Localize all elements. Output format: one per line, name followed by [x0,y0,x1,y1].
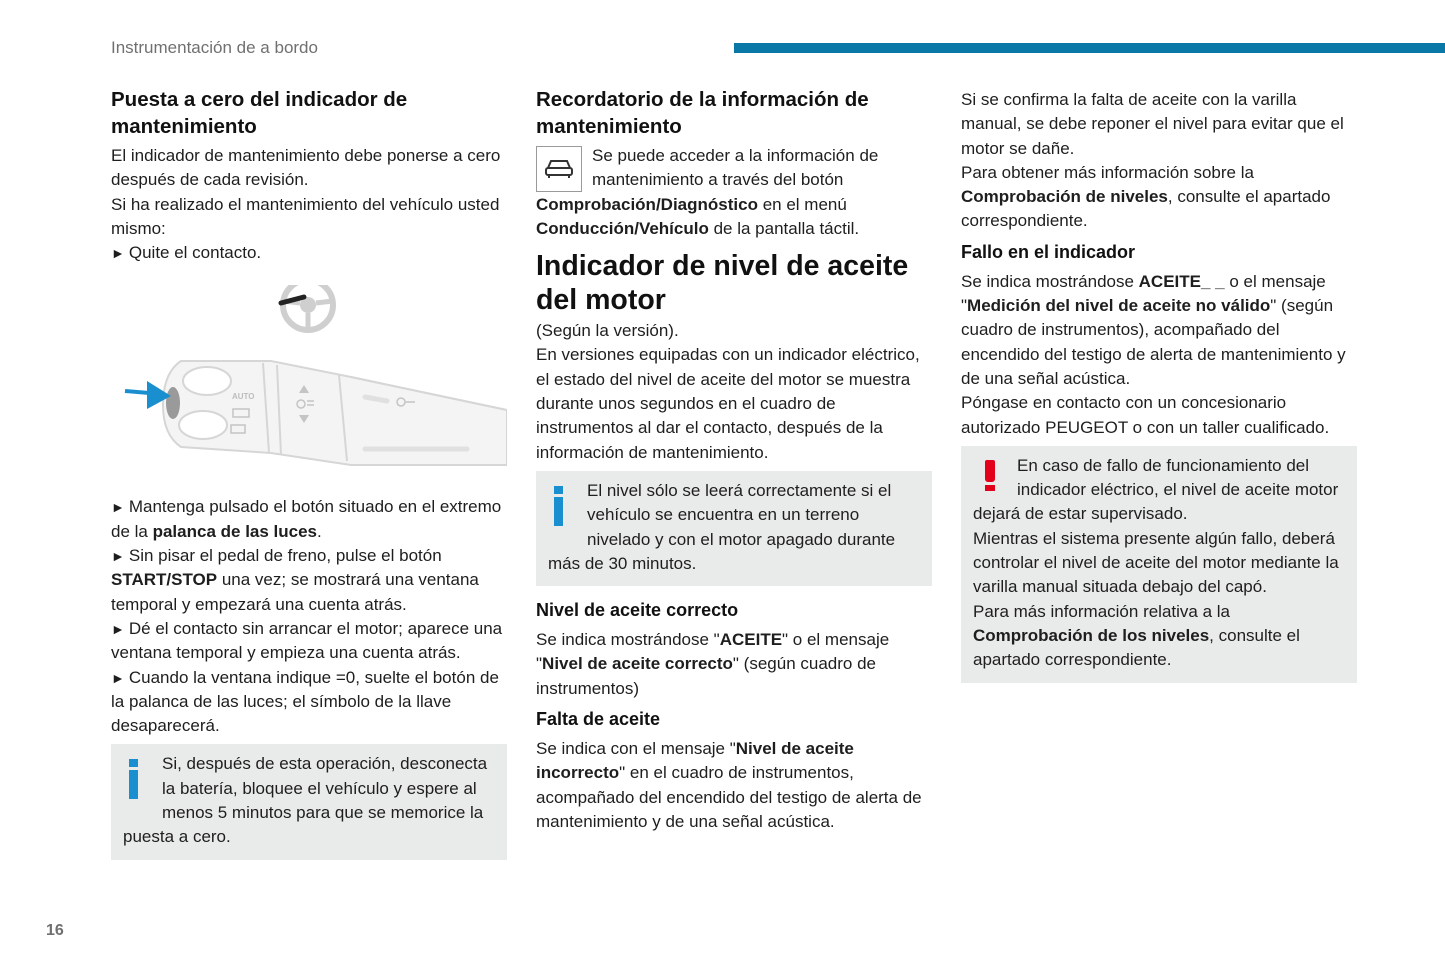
subheading-oil-low: Falta de aceite [536,709,661,730]
light-stalk-illustration [111,285,507,485]
column-left [111,86,507,860]
bullet-triangle-icon: ► [111,548,125,565]
page-number: 16 [46,922,64,939]
subheading-indicator-fault: Fallo en el indicador [961,241,1136,262]
column-right [961,88,1357,683]
warning-note: En caso de fallo de funcionamiento del indicador eléctrico, el nivel de aceite motor dejará de estar supervisado. Mientras el sistema presente algún fallo, deberá controlar el nivel de aceite del motor mediante la varilla manual situada debajo del capó. Para más información relativa a la Comprobación de los niveles, consulte el apartado correspondiente. [961,446,1357,683]
bullet-triangle-icon: ► [111,669,125,686]
paragraph: Póngase en contacto con un concesionario autorizado PEUGEOT o con un taller cualificado. [961,393,1330,437]
bullet-triangle-icon: ► [111,245,125,262]
paragraph: El indicador de mantenimiento debe ponerse a cero después de cada revisión. [111,146,501,190]
paragraph: Se puede acceder a la información de mantenimiento a través del botón Comprobación/Diagnóstico en el menú Conducción/Vehículo de la pantalla táctil. [536,146,879,238]
bullet-step: ► Dé el contacto sin arrancar el motor; aparece una ventana temporal y empieza una cuenta atrás. [111,618,503,663]
paragraph: Se indica mostrándose "ACEITE" o el mensaje "Nivel de aceite correcto" (según cuadro de instrumentos) [536,630,890,698]
paragraph: Se indica mostrándose ACEITE_ _ o el mensaje "Medición del nivel de aceite no válido" (según cuadro de instrumentos), acompañado del encendido del testigo de alerta de mantenimiento y de una señal acústica. [961,271,1346,388]
main-heading-oil-level: Indicador de nivel de aceite del motor [536,250,909,317]
bullet-step: ► Sin pisar el pedal de freno, pulse el botón START/STOP una vez; se mostrará una ventana temporal y empezará una cuenta atrás. [111,546,479,614]
bullet-step: ► Quite el contacto. [111,243,262,263]
bullet-step: ► Cuando la ventana indique =0, suelte el botón de la palanca de las luces; el símbolo de la llave desaparecerá. [111,667,499,736]
paragraph: Para obtener más información sobre la Comprobación de niveles, consulte el apartado correspondiente. [961,162,1331,231]
info-icon [549,484,573,528]
paragraph: (Según la versión). [536,321,679,341]
info-note: Si, después de esta operación, desconecta la batería, bloquee el vehículo y espere al menos 5 minutos para que se memorice la puesta a cero. [111,744,507,859]
paragraph: Se indica con el mensaje "Nivel de aceite incorrecto" en el cuadro de instrumentos, acompañado del encendido del testigo de alerta de mantenimiento y de una señal acústica. [536,739,922,831]
bullet-triangle-icon: ► [111,499,125,516]
paragraph: En versiones equipadas con un indicador eléctrico, el estado del nivel de aceite del motor se muestra durante unos segundos en el cuadro de instrumentos al dar el contacto, después de la información de mantenimiento. [536,345,920,462]
section-heading-reset: Puesta a cero del indicador de mantenimiento [111,88,408,138]
paragraph: Si ha realizado el mantenimiento del vehículo usted mismo: [111,194,500,238]
bullet-step: ► Mantenga pulsado el botón situado en el extremo de la palanca de las luces. [111,497,502,541]
svg-text:AUTO: AUTO [232,392,255,402]
info-note: El nivel sólo se leerá correctamente si el vehículo se encuentra en un terreno nivelado y con el motor apagado durante más de 30 minutos. [536,471,932,586]
stalk-lever-icon [163,361,507,465]
section-heading-reminder: Recordatorio de la información de mantenimiento [536,88,869,138]
warning-exclamation-icon [979,456,1001,496]
car-diagnostic-icon [536,146,582,192]
bullet-triangle-icon: ► [111,620,125,637]
subheading-oil-correct: Nivel de aceite correcto [536,600,739,621]
running-header: Instrumentación de a bordo [111,38,318,57]
paragraph: Si se confirma la falta de aceite con la varilla manual, se debe reponer el nivel para evitar que el motor se dañe. [961,90,1344,158]
column-middle [536,86,932,834]
header-accent-bar [734,43,1445,53]
steering-wheel-icon [281,285,333,330]
info-icon [124,757,148,801]
